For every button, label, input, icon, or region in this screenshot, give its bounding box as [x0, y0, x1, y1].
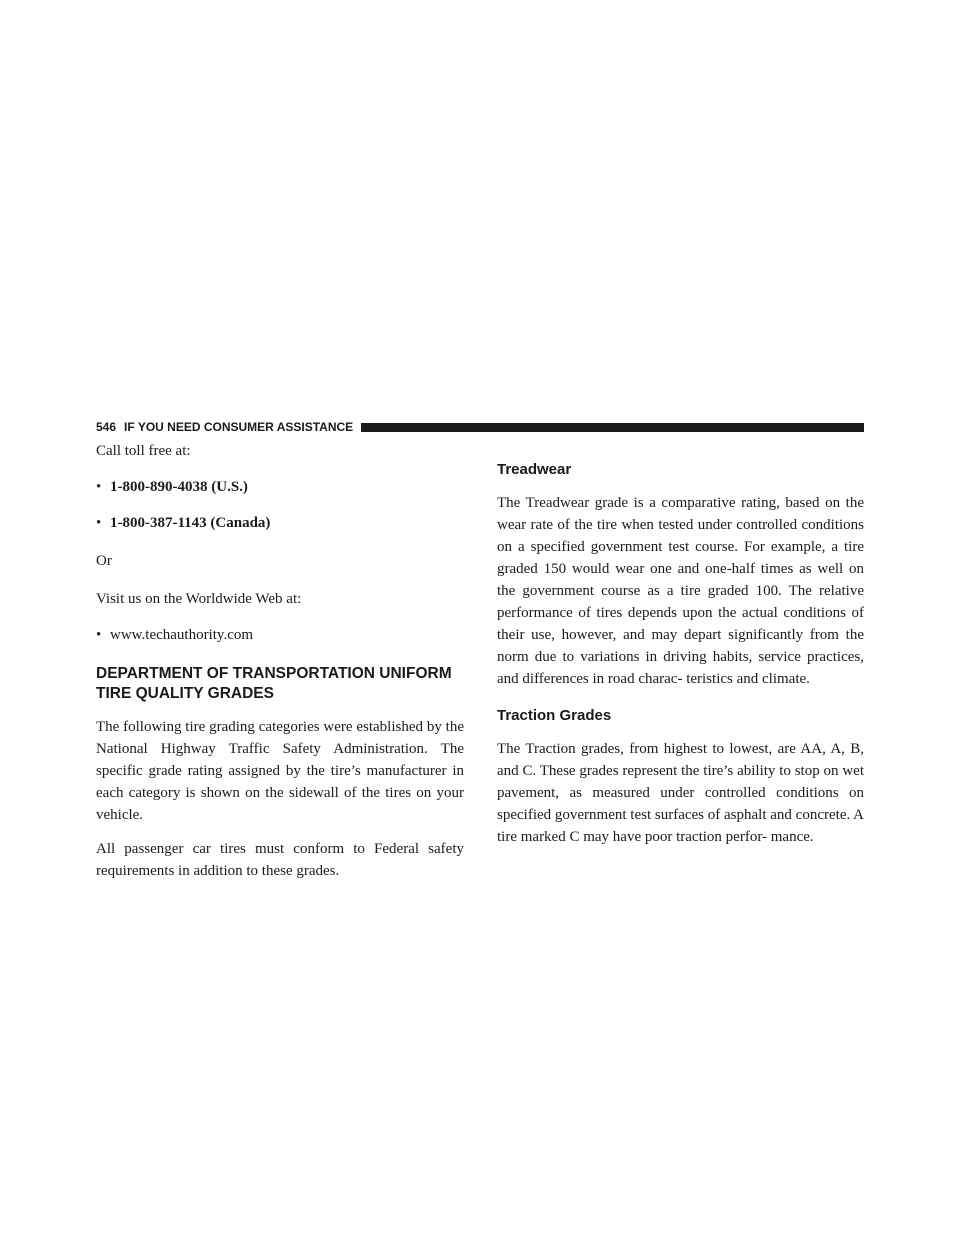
- or-text: Or: [96, 553, 112, 569]
- section-title: IF YOU NEED CONSUMER ASSISTANCE: [124, 420, 354, 434]
- phone-us-item: [96, 476, 464, 498]
- web-intro: Visit us on the Worldwide Web at:: [96, 591, 302, 607]
- grading-paragraph: The following tire grading categories were established by the National Highway Traffic Safety Administration. The specific grade rating assigned by the tire’s manufacturer in each category is shown on the sidewall of the tires on your vehicle.: [96, 719, 464, 823]
- website-link[interactable]: www.techauthority.com: [110, 627, 254, 643]
- treadwear-paragraph: The Treadwear grade is a comparative rating, based on the wear rate of the tire when tested under controlled conditions on a specified government test course. For example, a tire graded 150 would wear one and one-half times as well on the government course as a tire graded 100. The relative performance of tires depends upon the actual conditions of their use, however, and may depart significantly from the norm due to variations in driving habits, service practices, and differences in road charac- teristics and climate.: [497, 495, 864, 687]
- page-header: [96, 419, 864, 435]
- dot-utqg-heading: DEPARTMENT OF TRANSPORTATION UNIFORM TIRE QUALITY GRADES: [96, 665, 452, 702]
- traction-heading: Traction Grades: [497, 707, 612, 724]
- header-rule: [361, 423, 864, 432]
- bullet-icon: •: [96, 627, 102, 643]
- page-number: 546: [96, 420, 117, 434]
- traction-paragraph: The Traction grades, from highest to lowest, are AA, A, B, and C. These grades represent the tire’s ability to stop on wet pavement, as measured under controlled conditions on specified government test surfaces of asphalt and concrete. A tire marked C may have poor traction perfor- mance.: [497, 741, 864, 845]
- federal-safety-paragraph: All passenger car tires must conform to Federal safety requirements in addition to these grades.: [96, 841, 464, 879]
- bullet-icon: •: [96, 479, 102, 495]
- call-intro: Call toll free at:: [96, 443, 191, 459]
- bullet-icon: •: [96, 515, 102, 531]
- treadwear-heading: Treadwear: [497, 461, 572, 478]
- phone-us: 1-800-890-4038 (U.S.): [110, 479, 248, 495]
- left-column: [96, 440, 464, 882]
- phone-canada: 1-800-387-1143 (Canada): [110, 515, 271, 531]
- website-item: [96, 624, 464, 646]
- right-column: [497, 440, 864, 848]
- phone-canada-item: [96, 512, 464, 534]
